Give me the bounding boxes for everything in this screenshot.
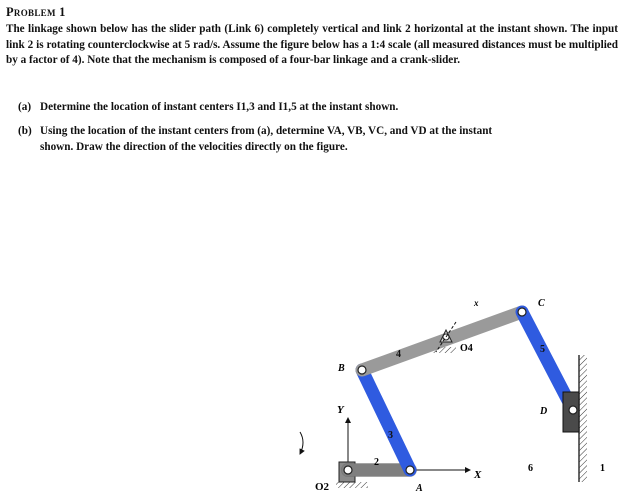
label-rotation-x: x [474,298,479,308]
problem-heading: Problem 1 [6,5,66,19]
label-c: C [538,298,545,309]
joint-o2 [344,466,352,474]
label-link-6: 6 [528,463,533,474]
o4-pin [443,334,449,340]
part-b-tag: (b) [18,125,32,137]
rotation-arrow-ccw [300,432,303,454]
label-ground: 1 [600,463,605,474]
part-b-line1: Using the location of the instant centers from (a), determine VA, VB, VC, and VD at the instant [40,125,493,137]
slider-wall-hatch [579,355,587,482]
joint-a [406,466,414,474]
label-b: B [338,363,345,374]
x-axis-label: X [474,469,482,481]
part-b-line2: shown. Draw the direction of the velocities directly on the figure. [40,140,348,153]
part-a-text: Determine the location of instant centers I1,3 and I1,5 at the instant shown. [40,101,399,113]
label-link-4: 4 [396,349,401,360]
label-a: A [416,483,423,494]
ground-hatch-o2 [336,482,368,488]
label-o2: O2 [315,481,330,493]
joint-d [569,406,577,414]
part-a-tag: (a) [18,101,32,113]
label-link-2: 2 [374,457,379,468]
joint-c [518,308,526,316]
label-link-3: 3 [388,430,393,441]
label-d: D [540,406,548,417]
label-o4: O4 [460,343,473,354]
y-axis-label: Y [337,404,344,416]
label-link-5: 5 [540,344,545,355]
link-3 [362,370,410,470]
joint-b [358,366,366,374]
problem-statement: The linkage shown below has the slider path (Link 6) completely vertical and link 2 horizontal at the instant shown. The input link 2 is rotating counterclockwise at 5 rad/s. Assume the figure below has a 1:4 scale (all measured distances must be multiplied by a factor of 4). Note that the mechanism is composed of a four-bar linkage and a crank-slider. [6,23,618,67]
